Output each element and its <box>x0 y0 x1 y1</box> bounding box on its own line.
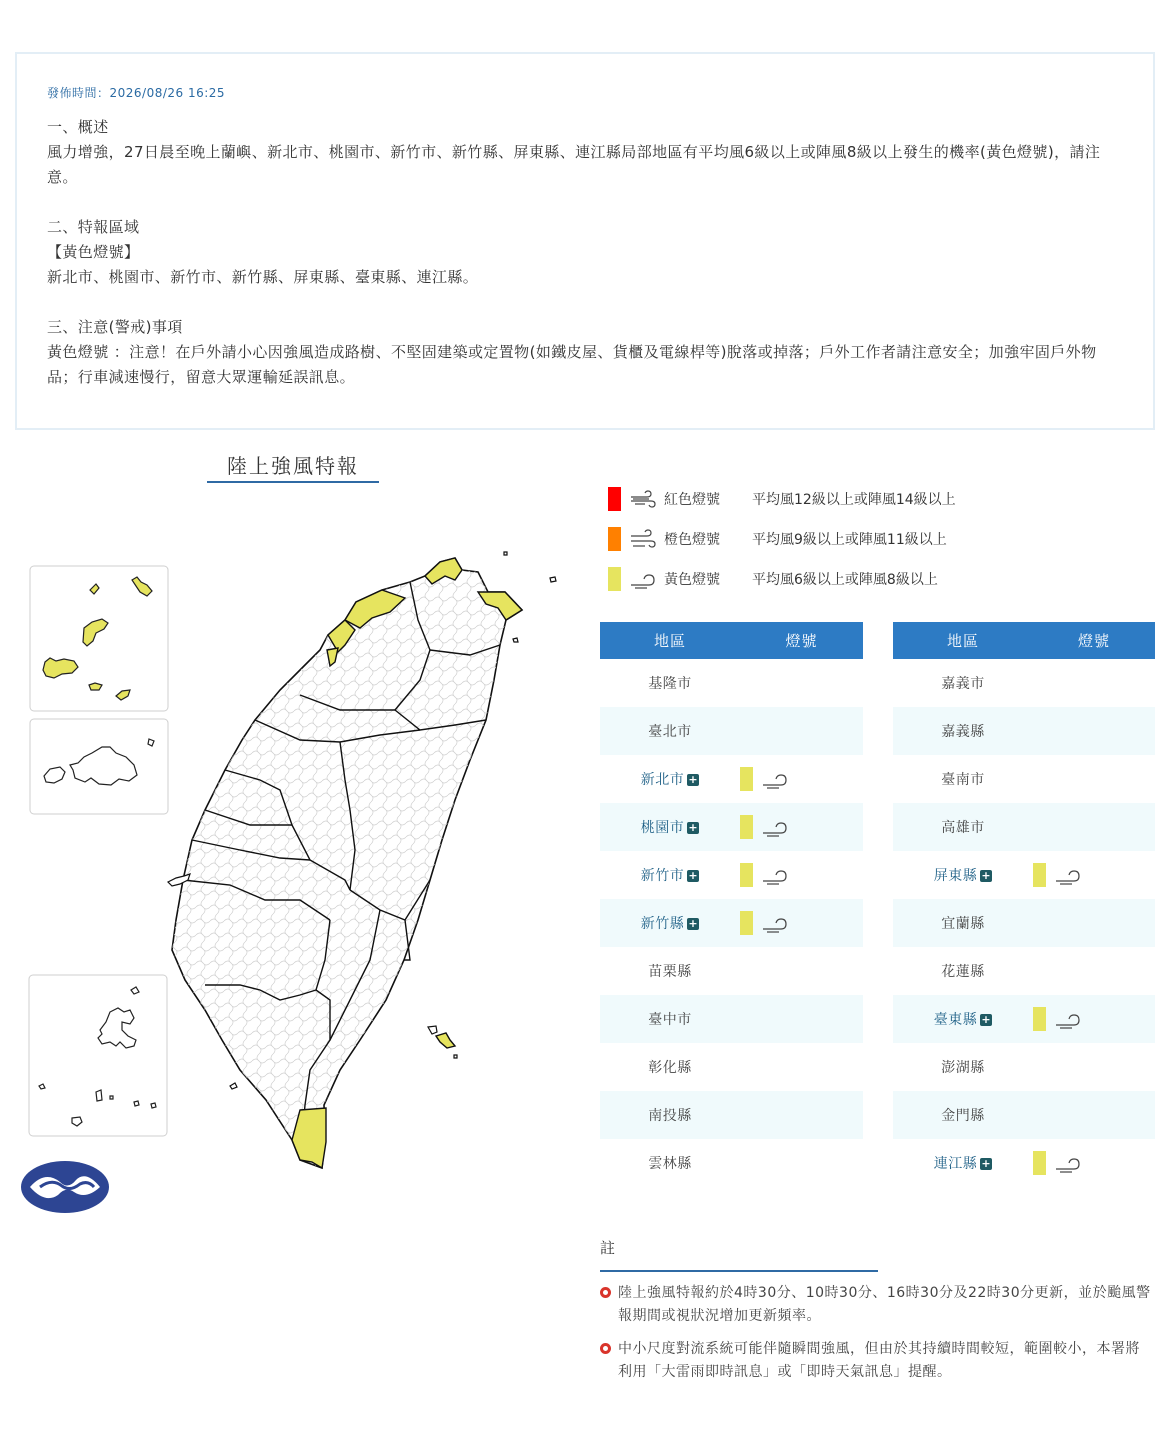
penghu-inset <box>29 975 167 1136</box>
section-overview-body: 風力增強，27日晨至晚上蘭嶼、新北市、桃園市、新竹市、新竹縣、屏東縣、連江縣局部地區有平均風6級以上或陣風8級以上發生的機率(黃色燈號)，請注意。 <box>47 143 1101 186</box>
table-row <box>600 659 863 707</box>
table-row <box>600 755 863 803</box>
table-row <box>893 707 1155 755</box>
table-row <box>600 1043 863 1091</box>
region-table-right <box>893 622 1155 1187</box>
section-area-level: 【黃色燈號】 <box>47 243 140 261</box>
area-cell <box>600 707 740 755</box>
signal-cell <box>1033 803 1155 851</box>
area-cell[interactable] <box>893 1139 1033 1187</box>
area-cell <box>893 1043 1033 1091</box>
map-title: 陸上強風特報 <box>207 450 379 483</box>
yellow-signal-bar <box>740 911 753 935</box>
region-table-left <box>600 622 863 1187</box>
legend-orange-desc: 平均風9級以上或陣風11級以上 <box>752 532 947 548</box>
yellow-signal-bar <box>740 863 753 887</box>
signal-cell <box>740 1043 863 1091</box>
section-overview-heading: 一、概述 <box>47 118 109 136</box>
yellow-signal <box>740 863 863 887</box>
table-row <box>893 899 1155 947</box>
light-wind-icon <box>761 769 789 789</box>
area-name: 金門縣 <box>941 1108 985 1124</box>
light-wind-icon <box>1054 1009 1082 1029</box>
notes-title: 註 <box>600 1237 878 1272</box>
light-wind-icon <box>1054 865 1082 885</box>
table-row <box>893 1139 1155 1187</box>
light-wind-icon <box>761 865 789 885</box>
area-cell <box>893 947 1033 995</box>
area-name: 澎湖縣 <box>941 1060 985 1076</box>
area-name: 臺南市 <box>941 772 985 788</box>
light-wind-icon <box>761 817 789 837</box>
notes-list <box>600 1282 1152 1394</box>
area-name: 苗栗縣 <box>648 964 692 980</box>
column-header-area: 地區 <box>893 622 1033 659</box>
area-name[interactable]: 新竹縣 <box>640 916 685 932</box>
area-name: 嘉義縣 <box>941 724 985 740</box>
note-text: 陸上強風特報約於4時30分、10時30分、16時30分及22時30分更新，並於颱風警報期間或視狀況增加更新頻率。 <box>618 1285 1151 1324</box>
section-area-heading: 二、特報區域 <box>47 218 140 236</box>
legend-yellow <box>608 567 956 591</box>
section-caution-body: 黃色燈號 ：注意！在戶外請小心因強風造成路樹、不堅固建築或定置物(如鐵皮屋、貨櫃及電線桿等)脫落或掉落；戶外工作者請注意安全；加強牢固戶外物品；行車減速慢行，留意大眾運輸延誤訊息。 <box>47 343 1097 386</box>
table-row <box>600 1091 863 1139</box>
yellow-signal-bar <box>740 815 753 839</box>
yellow-signal <box>740 767 863 791</box>
section-area-body: 新北市、桃園市、新竹市、新竹縣、屏東縣、臺東縣、連江縣。 <box>47 268 479 286</box>
table-row <box>893 995 1155 1043</box>
area-cell <box>893 803 1033 851</box>
orange-swatch <box>608 527 621 551</box>
area-name[interactable]: 新北市 <box>640 772 685 788</box>
legend-orange-name: 橙色燈號 <box>664 532 720 548</box>
table-row <box>600 851 863 899</box>
signal-cell <box>740 1139 863 1187</box>
area-cell <box>600 947 740 995</box>
area-cell[interactable] <box>600 899 740 947</box>
legend-orange <box>608 527 956 551</box>
note-text: 中小尺度對流系統可能伴隨瞬間強風，但由於其持續時間較短，範圍較小，本署將利用「大雷雨即時訊息」或「即時天氣訊息」提醒。 <box>618 1341 1140 1380</box>
table-row <box>893 803 1155 851</box>
yellow-signal <box>740 815 863 839</box>
cwa-logo <box>21 1161 109 1213</box>
signal-cell <box>1033 707 1155 755</box>
signal-cell <box>1033 755 1155 803</box>
area-name: 高雄市 <box>941 820 985 836</box>
light-wind-icon <box>761 913 789 933</box>
area-cell[interactable] <box>600 755 740 803</box>
table-row <box>893 755 1155 803</box>
signal-cell <box>1033 1139 1155 1187</box>
signal-cell <box>1033 1043 1155 1091</box>
area-name[interactable]: 連江縣 <box>933 1156 978 1172</box>
area-cell <box>893 707 1033 755</box>
table-row <box>893 851 1155 899</box>
yellow-signal <box>1033 863 1155 887</box>
table-row <box>893 1091 1155 1139</box>
table-row <box>893 659 1155 707</box>
area-name[interactable]: 桃園市 <box>640 820 685 836</box>
area-cell[interactable] <box>600 803 740 851</box>
table-row <box>600 707 863 755</box>
area-cell <box>600 995 740 1043</box>
signal-cell <box>740 995 863 1043</box>
signal-cell <box>740 1091 863 1139</box>
area-name: 臺中市 <box>648 1012 692 1028</box>
medium-wind-icon <box>629 529 657 549</box>
expand-icon[interactable]: + <box>688 821 699 834</box>
area-name: 雲林縣 <box>648 1156 692 1172</box>
taiwan-warning-map <box>0 480 580 1220</box>
bullet-icon <box>600 1343 611 1354</box>
signal-cell <box>1033 947 1155 995</box>
yellow-signal-bar <box>1033 1007 1046 1031</box>
area-cell <box>893 755 1033 803</box>
yellow-signal-bar <box>1033 1151 1046 1175</box>
yellow-signal <box>1033 1007 1155 1031</box>
area-name[interactable]: 臺東縣 <box>933 1012 978 1028</box>
table-row <box>893 1043 1155 1091</box>
area-name: 臺北市 <box>648 724 692 740</box>
legend-red <box>608 487 956 511</box>
legend-yellow-desc: 平均風6級以上或陣風8級以上 <box>752 572 938 588</box>
area-cell <box>600 1139 740 1187</box>
table-row <box>893 947 1155 995</box>
area-cell <box>893 899 1033 947</box>
notice-panel <box>15 52 1155 430</box>
legend-red-desc: 平均風12級以上或陣風14級以上 <box>752 492 956 508</box>
area-cell <box>600 1091 740 1139</box>
area-cell <box>893 1091 1033 1139</box>
expand-icon[interactable]: + <box>688 917 699 930</box>
area-cell <box>600 659 740 707</box>
yellow-signal <box>740 911 863 935</box>
expand-icon[interactable]: + <box>688 773 699 786</box>
area-name: 花蓮縣 <box>941 964 985 980</box>
table-row <box>600 947 863 995</box>
signal-cell <box>740 659 863 707</box>
expand-icon[interactable]: + <box>981 1013 992 1026</box>
yellow-swatch <box>608 567 621 591</box>
signal-cell <box>1033 851 1155 899</box>
red-swatch <box>608 487 621 511</box>
signal-cell <box>740 851 863 899</box>
legend-red-name: 紅色燈號 <box>664 492 720 508</box>
area-name: 彰化縣 <box>648 1060 692 1076</box>
note-item <box>600 1282 1152 1328</box>
area-cell <box>893 659 1033 707</box>
publish-time: 發佈時間：2026/08/26 16:25 <box>47 86 226 100</box>
area-cell[interactable] <box>893 995 1033 1043</box>
table-row <box>600 995 863 1043</box>
area-cell[interactable] <box>893 851 1033 899</box>
table-row <box>600 803 863 851</box>
area-name: 宜蘭縣 <box>941 916 985 932</box>
expand-icon[interactable]: + <box>981 869 992 882</box>
area-name: 嘉義市 <box>941 676 985 692</box>
signal-cell <box>1033 659 1155 707</box>
area-cell <box>600 1043 740 1091</box>
column-header-signal: 燈號 <box>740 622 863 659</box>
column-header-area: 地區 <box>600 622 740 659</box>
expand-icon[interactable]: + <box>688 869 699 882</box>
area-name: 基隆市 <box>648 676 692 692</box>
light-wind-icon <box>1054 1153 1082 1173</box>
lanyu-warning-area <box>436 1033 455 1048</box>
signal-cell <box>740 755 863 803</box>
column-header-signal: 燈號 <box>1033 622 1155 659</box>
bullet-icon <box>600 1287 611 1298</box>
area-name[interactable]: 屏東縣 <box>933 868 978 884</box>
yellow-signal-bar <box>740 767 753 791</box>
light-wind-icon <box>629 569 657 589</box>
signal-cell <box>1033 995 1155 1043</box>
section-caution-heading: 三、注意(警戒)事項 <box>47 318 183 336</box>
table-row <box>600 899 863 947</box>
area-name[interactable]: 新竹市 <box>640 868 685 884</box>
signal-legend <box>608 487 956 607</box>
signal-cell <box>1033 899 1155 947</box>
signal-cell <box>740 947 863 995</box>
strong-wind-icon <box>629 489 657 509</box>
signal-cell <box>1033 1091 1155 1139</box>
area-cell[interactable] <box>600 851 740 899</box>
legend-yellow-name: 黃色燈號 <box>664 572 720 588</box>
yellow-signal-bar <box>1033 863 1046 887</box>
expand-icon[interactable]: + <box>981 1157 992 1170</box>
area-name: 南投縣 <box>648 1108 692 1124</box>
signal-cell <box>740 707 863 755</box>
signal-cell <box>740 803 863 851</box>
table-row <box>600 1139 863 1187</box>
yellow-signal <box>1033 1151 1155 1175</box>
signal-cell <box>740 899 863 947</box>
note-item <box>600 1338 1152 1384</box>
